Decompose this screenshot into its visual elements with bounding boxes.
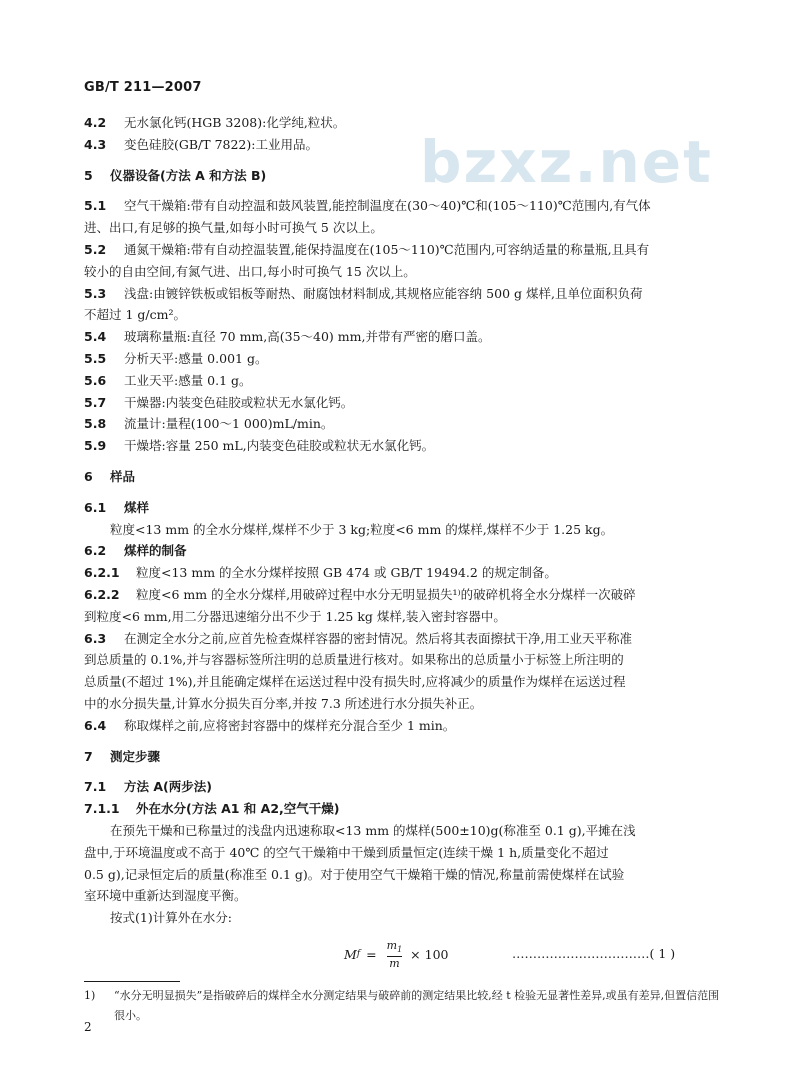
formula-numerator: [387, 939, 403, 956]
clause-item: [84, 435, 720, 457]
clause-item: [84, 392, 720, 414]
equation-number: ……………………………( 1 ): [512, 945, 676, 961]
formula-times: × 100: [410, 946, 449, 962]
paragraph-line: 按式(1)计算外在水分:: [110, 910, 232, 926]
clause-number: 5.8: [84, 416, 107, 432]
section-number: 5: [84, 167, 93, 183]
paragraph-line: 室环境中重新达到湿度平衡。: [84, 888, 247, 904]
subsection-heading: [84, 497, 720, 519]
subsection-heading: [84, 540, 720, 562]
clause-number: 5.4: [84, 329, 107, 345]
paragraph-line: 0.5 g),记录恒定后的质量(称准至 0.1 g)。对于使用空气干燥箱干燥的情况,称量前需使煤样在试验: [84, 866, 625, 882]
page-number: 2: [84, 1020, 92, 1034]
clause-text: 较小的自由空间,有氮气进、出口,每小时可换气 15 次以上。: [84, 263, 416, 279]
paragraph-line: 盘中,于环境温度或不高于 40℃ 的空气干燥箱中干燥到质量恒定(连续干燥 1 h,质量变化不超过: [84, 844, 609, 860]
clause-item: [84, 195, 720, 217]
clause-item: [84, 134, 720, 156]
clause-item: [84, 413, 720, 435]
clause-number: 5.9: [84, 438, 107, 454]
clause-text: 无水氯化钙(HGB 3208):化学纯,粒状。: [124, 115, 346, 130]
clause-item: [84, 283, 720, 305]
clause-title: 煤样: [124, 499, 150, 515]
footnote-mark: 1): [84, 989, 96, 1002]
paragraph-line: 在预先干燥和已称量过的浅盘内迅速称取<13 mm 的煤样(500±10)g(称准至 0.1 g),平摊在浅: [110, 822, 636, 838]
clause-text: 工业天平:感量 0.1 g。: [124, 372, 252, 388]
clause-title: 煤样的制备: [124, 543, 187, 559]
clause-continuation: [84, 693, 720, 715]
clause-item: [84, 562, 720, 584]
clause-text: 干燥器:内装变色硅胶或粒状无水氯化钙。: [124, 394, 354, 410]
clause-continuation: [84, 671, 720, 693]
formula-1: [344, 939, 448, 970]
clause-item: [84, 326, 720, 348]
clause-number: 6.2.1: [84, 565, 120, 581]
section-heading: [84, 746, 720, 768]
footnote: [84, 986, 724, 1026]
section-number: 6: [84, 468, 93, 484]
clause-item: [84, 239, 720, 261]
clause-number: 6.1: [84, 499, 107, 515]
subsection-heading: [84, 798, 720, 820]
clause-item: [84, 584, 720, 606]
formula-fraction: [387, 939, 403, 970]
clause-continuation: [84, 649, 720, 671]
clause-item: [84, 348, 720, 370]
clause-number: 6.2: [84, 543, 107, 559]
watermark-logo: bzxz.net: [420, 128, 713, 196]
clause-title: 方法 A(两步法): [124, 779, 212, 795]
formula-lhs-subscript: f: [356, 948, 361, 959]
clause-number: 4.3: [84, 136, 107, 152]
clause-number: 5.7: [84, 394, 107, 410]
section-heading: [84, 466, 720, 488]
clause-text: 变色硅胶(GB/T 7822):工业用品。: [124, 136, 318, 152]
clause-number: 4.2: [84, 115, 107, 130]
clause-text: 到总质量的 0.1%,并与容器标签所注明的总质量进行核对。如果称出的总质量小于标签上所注明的: [84, 652, 624, 668]
clause-number: 5.6: [84, 372, 107, 388]
footnote-divider: [84, 981, 180, 982]
clause-text: 在测定全水分之前,应首先检查煤样容器的密封情况。然后将其表面擦拭干净,用工业天平称准: [124, 630, 632, 646]
clause-number: 7.1: [84, 779, 107, 795]
clause-number: 5.1: [84, 198, 107, 214]
footnote-text: “水分无明显损失”是指破碎后的煤样全水分测定结果与破碎前的测定结果比较,经 t 检验无显著性差异,或虽有差异,但置信范围很小。: [114, 989, 720, 1022]
formula-row: [84, 933, 720, 973]
clause-number: 5.2: [84, 241, 107, 257]
clause-text: 粒度<13 mm 的全水分煤样按照 GB 474 或 GB/T 19494.2 的规定制备。: [136, 565, 557, 581]
clause-number: 6.4: [84, 717, 107, 733]
clause-continuation: [84, 304, 720, 326]
clause-text: 称取煤样之前,应将密封容器中的煤样充分混合至少 1 min。: [124, 717, 456, 733]
clause-continuation: [84, 217, 720, 239]
clause-text: 干燥塔:容量 250 mL,内装变色硅胶或粒状无水氯化钙。: [124, 438, 435, 454]
clause-number: 5.3: [84, 285, 107, 301]
clause-text: 浅盘:由镀锌铁板或铝板等耐热、耐腐蚀材料制成,其规格应能容纳 500 g 煤样,且单位面积负荷: [124, 285, 643, 301]
formula-denominator: m: [389, 957, 400, 971]
clause-title: 外在水分(方法 A1 和 A2,空气干燥): [136, 801, 340, 817]
clause-number: 7.1.1: [84, 801, 120, 817]
formula-numerator-var: m: [386, 938, 398, 952]
clause-item: [84, 628, 720, 650]
clause-number: 5.5: [84, 350, 107, 366]
clause-item: [84, 370, 720, 392]
clause-text: 粒度<6 mm 的全水分煤样,用破碎过程中水分无明显损失¹⁾的破碎机将全水分煤样一次破碎: [136, 586, 636, 602]
clause-text: 分析天平:感量 0.001 g。: [124, 350, 268, 366]
clause-text: 到粒度<6 mm,用二分器迅速缩分出不少于 1.25 kg 煤样,装入密封容器中。: [84, 608, 506, 624]
clause-item: [84, 112, 720, 134]
section-heading: [84, 165, 720, 187]
standard-code: GB/T 211—2007: [84, 80, 202, 95]
section-title: 仪器设备(方法 A 和方法 B): [110, 167, 267, 183]
clause-text: 不超过 1 g/cm²。: [84, 307, 186, 323]
clause-number: 6.3: [84, 630, 107, 646]
clause-item: [84, 715, 720, 737]
section-number: 7: [84, 748, 93, 764]
clause-text: 通氮干燥箱:带有自动控温装置,能保持温度在(105～110)℃范围内,可容纳适量的称量瓶,且具有: [124, 241, 650, 257]
formula-lhs: M: [344, 946, 357, 962]
clause-text: 空气干燥箱:带有自动控温和鼓风装置,能控制温度在(30～40)℃和(105～110)℃范围内,有气体: [124, 198, 651, 214]
formula-equals: =: [366, 946, 377, 962]
subsection-heading: [84, 776, 720, 798]
clause-text: 玻璃称量瓶:直径 70 mm,高(35～40) mm,并带有严密的磨口盖。: [124, 329, 491, 345]
clause-text: 总质量(不超过 1%),并且能确定煤样在运送过程中没有损失时,应将减少的质量作为煤样在运送过程: [84, 674, 626, 690]
clause-number: 6.2.2: [84, 586, 120, 602]
section-title: 样品: [110, 468, 136, 484]
clause-continuation: [84, 261, 720, 283]
clause-text: 中的水分损失量,计算水分损失百分率,并按 7.3 所述进行水分损失补正。: [84, 695, 483, 711]
section-title: 测定步骤: [110, 748, 161, 764]
paragraph-line: 粒度<13 mm 的全水分煤样,煤样不少于 3 kg;粒度<6 mm 的煤样,煤样不少于 1.25 kg。: [110, 521, 614, 537]
formula-numerator-subscript: 1: [397, 945, 403, 955]
clause-text: 流量计:量程(100～1 000)mL/min。: [124, 416, 334, 432]
document-body: [84, 112, 720, 973]
clause-text: 进、出口,有足够的换气量,如每小时可换气 5 次以上。: [84, 220, 383, 236]
clause-continuation: [84, 606, 720, 628]
